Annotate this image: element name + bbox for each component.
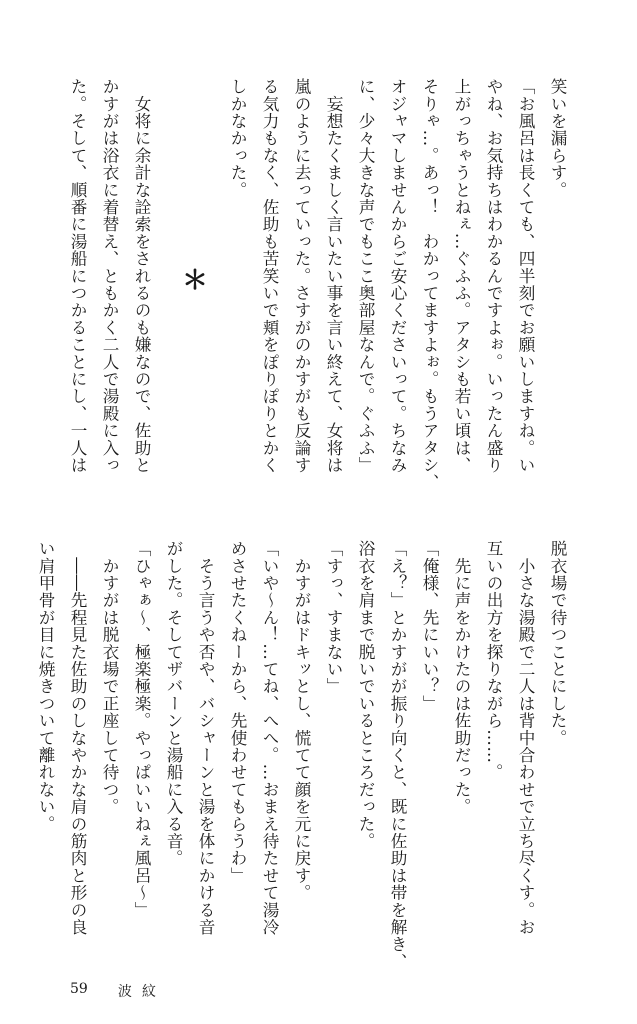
- text-column: 互いの出方を探りながら……。: [484, 540, 503, 781]
- upper-text-block: [61, 78, 573, 491]
- text-column: 「俺様、先にいい？」: [420, 540, 439, 712]
- text-column: 「ひゃぁ～、極楽極楽。やっぱいいねぇ風呂～」: [132, 540, 151, 919]
- text-column: かすがは脱衣場で正座して待つ。: [100, 540, 119, 816]
- text-column: る気力もなく、佐助も苦笑いで頬をぽりぽりとかく: [260, 78, 279, 474]
- text-column: に、少々大きな声でもここ奥部屋なんで。ぐふふ」: [356, 78, 375, 474]
- text-column: 先に声をかけたのは佐助だった。: [452, 540, 471, 816]
- running-title: 波紋: [117, 984, 166, 1000]
- lower-text-block: [29, 540, 573, 970]
- text-column: がした。そしてザバーンと湯船に入る音。: [164, 540, 183, 867]
- page-footer: [70, 981, 166, 1001]
- text-column: 「え？」とかすがが振り向くと、既に佐助は帯を解き、: [388, 540, 407, 970]
- text-column: オジャマしませんからご安心くださいって。ちなみ: [388, 78, 407, 474]
- text-column: い肩甲骨が目に焼きついて離れない。: [36, 540, 55, 833]
- text-column: 女将に余計な詮索をされるのも嫌なので、佐助と: [132, 78, 151, 474]
- text-column: 浴衣を肩まで脱いでいるところだった。: [356, 540, 375, 850]
- text-column: 小さな湯殿で二人は背中合わせで立ち尽くす。お: [516, 540, 535, 936]
- text-column: 脱衣場で待つことにした。: [548, 540, 567, 747]
- page-number: 59: [70, 981, 88, 997]
- text-column: かすがは浴衣に着替え、ともかく二人で湯殿に入っ: [100, 78, 119, 474]
- text-column: 「いや～ん！…てね、へへ。…おまえ待たせて湯冷: [260, 540, 279, 936]
- text-column: た。そして、順番に湯船につかることにし、一人は: [68, 78, 87, 474]
- text-column: 妄想たくましく言いたい事を言い終えて、女将は: [324, 78, 343, 474]
- text-column: かすがはドキッとし、慌てて顔を元に戻す。: [292, 540, 311, 902]
- text-column: 嵐のように去っていった。さすがのかすがも反論す: [292, 78, 311, 474]
- text-column: そう言うや否や、バシャーンと湯を体にかける音: [196, 540, 215, 936]
- text-column: 上がっちゃうとねぇ…ぐふふ。アタシも若い頃は、: [452, 78, 471, 474]
- text-column: 「すっ、すまない」: [324, 540, 343, 695]
- text-column: しかなかった。: [228, 78, 247, 199]
- text-column: めさせたくねーから、先使わせてもらうわ」: [228, 540, 247, 884]
- text-column: 笑いを漏らす。: [548, 78, 567, 199]
- text-column: やね、お気持ちはわかるんですよぉ。いったん盛り: [484, 78, 503, 474]
- text-column: 「お風呂は長くても、四半刻でお願いしますね。い: [516, 78, 535, 474]
- text-column: そりゃ…。あっ！ わかってますよぉ。もうアタシ、: [420, 78, 439, 491]
- text-column: ――先程見た佐助のしなやかな肩の筋肉と形の良: [68, 540, 87, 936]
- scene-break-asterisk: ＊: [182, 266, 209, 296]
